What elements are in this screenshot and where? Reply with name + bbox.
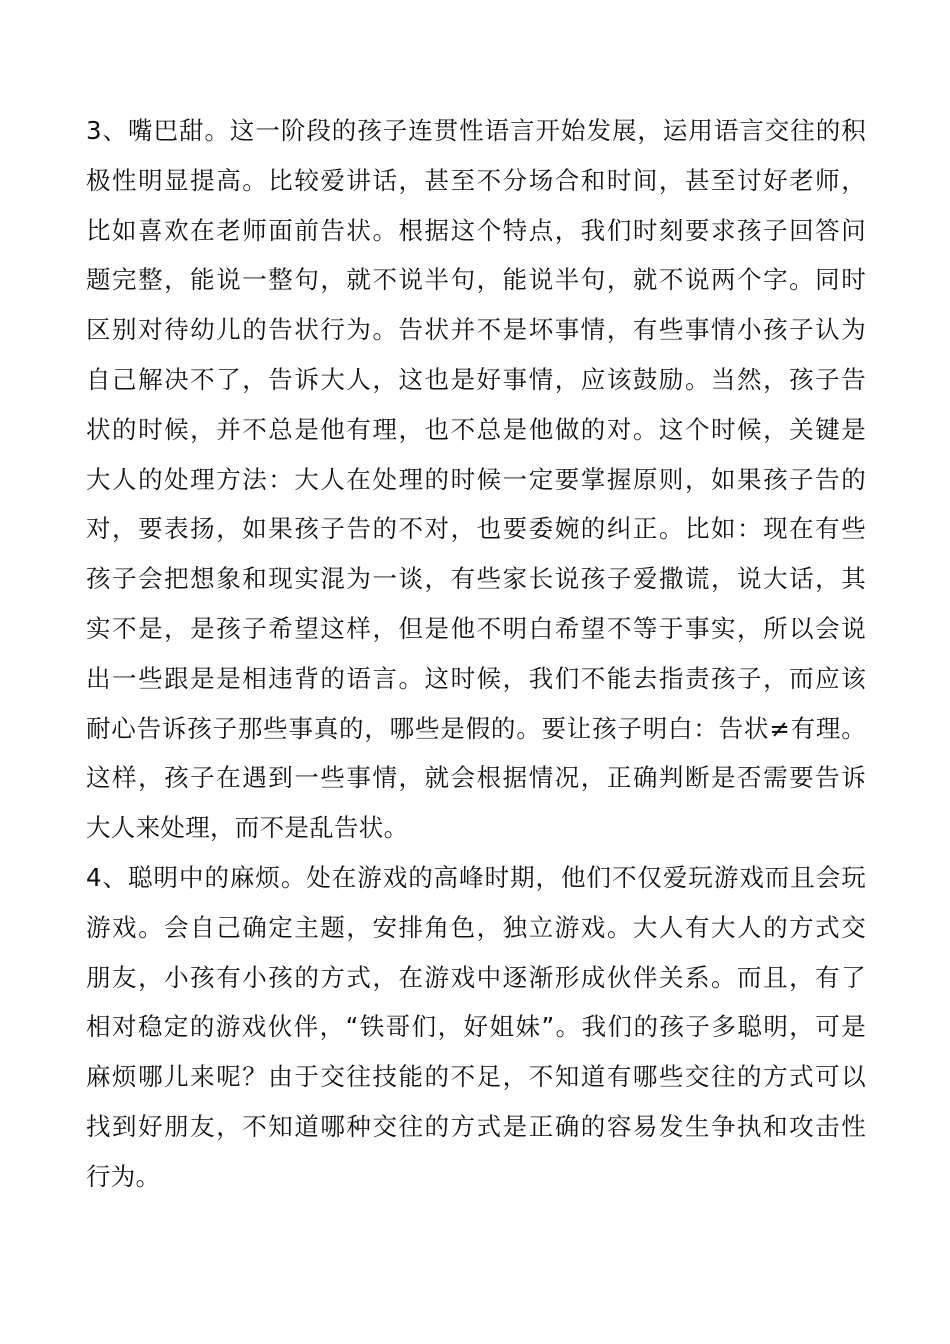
text-line: 极性明显提高。比较爱讲话，甚至不分场合和时间，甚至讨好老师，: [86, 165, 866, 195]
text-line: 孩子会把想象和现实混为一谈，有些家长说孩子爱撒谎，说大话，其: [86, 564, 866, 594]
text-line: 对，要表扬，如果孩子告的不对，也要委婉的纠正。比如：现在有些: [86, 514, 866, 544]
text-line: 自己解决不了，告诉大人，这也是好事情，应该鼓励。当然，孩子告: [86, 364, 866, 394]
text-line: 实不是，是孩子希望这样，但是他不明白希望不等于事实，所以会说: [86, 613, 866, 643]
text-line: 3、嘴巴甜。这一阶段的孩子连贯性语言开始发展，运用语言交往的积: [86, 116, 866, 145]
text-line: 区别对待幼儿的告状行为。告状并不是坏事情，有些事情小孩子认为: [86, 315, 866, 345]
text-line: 相对稳定的游戏伙伴，“铁哥们，好姐妹”。我们的孩子多聪明，可是: [86, 1012, 866, 1042]
text-line: 大人来处理，而不是乱告状。: [86, 813, 409, 843]
text-line: 比如喜欢在老师面前告状。根据这个特点，我们时刻要求孩子回答问: [86, 215, 866, 245]
paragraph-3-mouth-sweet: [86, 106, 866, 853]
paragraph-4-clever-trouble: [86, 853, 866, 1202]
text-line: 朋友，小孩有小孩的方式，在游戏中逐渐形成伙伴关系。而且，有了: [86, 962, 866, 992]
text-line: 4、聪明中的麻烦。处在游戏的高峰时期，他们不仅爱玩游戏而且会玩: [86, 862, 866, 892]
text-line: 题完整，能说一整句，就不说半句，能说半句，就不说两个字。同时: [86, 265, 866, 295]
text-line: 行为。: [86, 1161, 161, 1191]
text-line: 大人的处理方法：大人在处理的时候一定要掌握原则，如果孩子告的: [86, 464, 866, 494]
text-line: 出一些跟是是相违背的语言。这时候，我们不能去指责孩子，而应该: [86, 663, 866, 693]
text-line: 游戏。会自己确定主题，安排角色，独立游戏。大人有大人的方式交: [86, 912, 866, 942]
text-line: 这样，孩子在遇到一些事情，就会根据情况，正确判断是否需要告诉: [86, 763, 866, 793]
text-line: 耐心告诉孩子那些事真的，哪些是假的。要让孩子明白：告状≠有理。: [86, 713, 866, 743]
text-line: 状的时候，并不总是他有理，也不总是他做的对。这个时候，关键是: [86, 414, 866, 444]
document-body: [86, 106, 866, 1202]
text-line: 找到好朋友，不知道哪种交往的方式是正确的容易发生争执和攻击性: [86, 1111, 866, 1141]
text-line: 麻烦哪儿来呢？由于交往技能的不足，不知道有哪些交往的方式可以: [86, 1062, 866, 1092]
